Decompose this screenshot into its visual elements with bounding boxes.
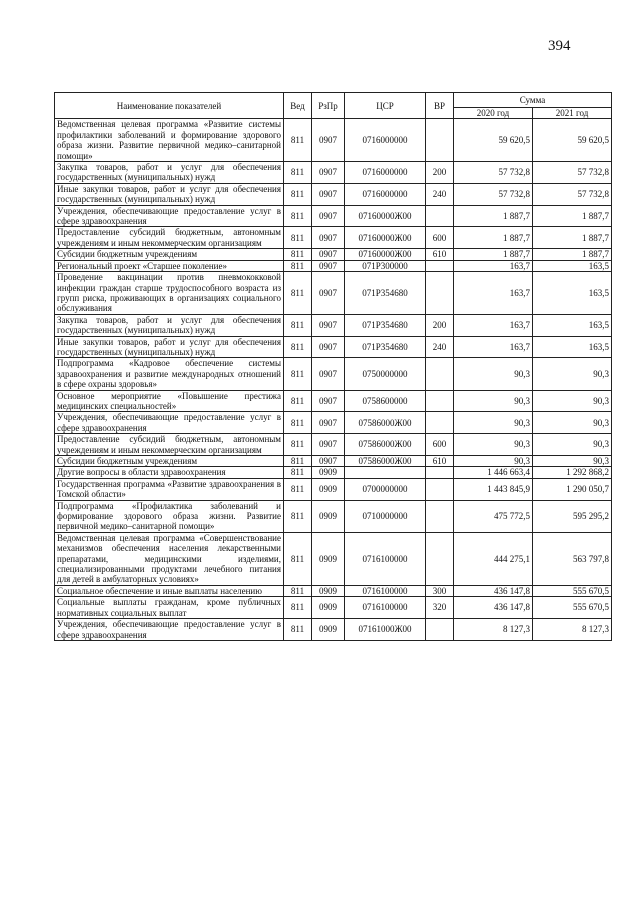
cell-csr: 0710000000 bbox=[345, 500, 426, 532]
cell-csr: 0716000000 bbox=[345, 119, 426, 162]
table-row bbox=[55, 205, 612, 227]
cell-vr bbox=[426, 412, 454, 434]
cell-name: Закупка товаров, работ и услуг для обеспечения государственных (муниципальных) нужд bbox=[55, 314, 284, 336]
cell-vr bbox=[426, 119, 454, 162]
cell-csr: 0716000000 bbox=[345, 183, 426, 205]
cell-sum-2020: 57 732,8 bbox=[454, 162, 533, 184]
cell-name: Закупка товаров, работ и услуг для обеспечения государственных (муниципальных) нужд bbox=[55, 162, 284, 184]
cell-csr: 07160000Ж00 bbox=[345, 205, 426, 227]
header-name: Наименование показателей bbox=[55, 93, 284, 119]
table-row bbox=[55, 119, 612, 162]
cell-vr: 200 bbox=[426, 314, 454, 336]
cell-rzpr: 0907 bbox=[312, 336, 345, 358]
cell-name: Подпрограмма «Кадровое обеспечение системы здравоохранения и развитие международных отношений в сфере охраны здоровья» bbox=[55, 358, 284, 390]
cell-ved: 811 bbox=[284, 272, 312, 315]
cell-vr bbox=[426, 500, 454, 532]
table-row bbox=[55, 597, 612, 619]
cell-csr: 07160000Ж00 bbox=[345, 227, 426, 249]
table-row bbox=[55, 260, 612, 271]
cell-rzpr: 0907 bbox=[312, 314, 345, 336]
cell-vr bbox=[426, 260, 454, 271]
table-row bbox=[55, 314, 612, 336]
table-row bbox=[55, 358, 612, 390]
cell-sum-2021: 8 127,3 bbox=[533, 619, 612, 641]
cell-vr bbox=[426, 619, 454, 641]
cell-rzpr: 0909 bbox=[312, 619, 345, 641]
cell-ved: 811 bbox=[284, 314, 312, 336]
cell-name: Основное мероприятие «Повышение престижа медицинских специальностей» bbox=[55, 390, 284, 412]
budget-table bbox=[54, 92, 612, 641]
cell-name: Проведение вакцинации против пневмококковой инфекции граждан старше трудоспособного возраста из групп риска, проживающих в организациях социального обслуживания bbox=[55, 272, 284, 315]
table-row bbox=[55, 434, 612, 456]
cell-rzpr: 0909 bbox=[312, 532, 345, 585]
cell-ved: 811 bbox=[284, 500, 312, 532]
cell-ved: 811 bbox=[284, 434, 312, 456]
cell-rzpr: 0909 bbox=[312, 585, 345, 596]
cell-sum-2021: 163,5 bbox=[533, 260, 612, 271]
cell-vr bbox=[426, 532, 454, 585]
cell-csr: 0716100000 bbox=[345, 532, 426, 585]
cell-name: Субсидии бюджетным учреждениям bbox=[55, 249, 284, 260]
cell-vr: 600 bbox=[426, 434, 454, 456]
cell-sum-2020: 163,7 bbox=[454, 260, 533, 271]
table-row bbox=[55, 162, 612, 184]
header-year-2021: 2021 год bbox=[533, 108, 612, 119]
cell-ved: 811 bbox=[284, 456, 312, 467]
cell-name: Региональный проект «Старшее поколение» bbox=[55, 260, 284, 271]
cell-csr: 071P354680 bbox=[345, 272, 426, 315]
cell-vr: 610 bbox=[426, 249, 454, 260]
cell-sum-2020: 90,3 bbox=[454, 434, 533, 456]
cell-sum-2021: 90,3 bbox=[533, 358, 612, 390]
cell-sum-2021: 163,5 bbox=[533, 272, 612, 315]
cell-sum-2021: 1 292 868,2 bbox=[533, 467, 612, 478]
cell-csr: 0716100000 bbox=[345, 585, 426, 596]
cell-ved: 811 bbox=[284, 249, 312, 260]
cell-csr: 07586000Ж00 bbox=[345, 456, 426, 467]
table-row bbox=[55, 500, 612, 532]
cell-ved: 811 bbox=[284, 260, 312, 271]
cell-csr: 071P354680 bbox=[345, 336, 426, 358]
cell-csr: 0750000000 bbox=[345, 358, 426, 390]
table-row bbox=[55, 478, 612, 500]
cell-name: Иные закупки товаров, работ и услуг для обеспечения государственных (муниципальных) нужд bbox=[55, 183, 284, 205]
cell-vr bbox=[426, 272, 454, 315]
cell-rzpr: 0907 bbox=[312, 434, 345, 456]
cell-sum-2021: 90,3 bbox=[533, 434, 612, 456]
header-sum: Сумма bbox=[454, 93, 612, 108]
cell-sum-2021: 163,5 bbox=[533, 336, 612, 358]
cell-sum-2020: 90,3 bbox=[454, 412, 533, 434]
table-row bbox=[55, 183, 612, 205]
cell-csr: 07160000Ж00 bbox=[345, 249, 426, 260]
cell-rzpr: 0907 bbox=[312, 272, 345, 315]
cell-sum-2020: 1 887,7 bbox=[454, 227, 533, 249]
header-ved: Вед bbox=[284, 93, 312, 119]
table-row bbox=[55, 532, 612, 585]
cell-sum-2020: 90,3 bbox=[454, 358, 533, 390]
cell-vr bbox=[426, 478, 454, 500]
cell-sum-2020: 436 147,8 bbox=[454, 597, 533, 619]
cell-vr bbox=[426, 205, 454, 227]
cell-csr: 0758600000 bbox=[345, 390, 426, 412]
cell-csr: 07161000Ж00 bbox=[345, 619, 426, 641]
cell-name: Социальные выплаты гражданам, кроме публичных нормативных социальных выплат bbox=[55, 597, 284, 619]
cell-sum-2020: 444 275,1 bbox=[454, 532, 533, 585]
cell-sum-2020: 1 443 845,9 bbox=[454, 478, 533, 500]
cell-sum-2020: 8 127,3 bbox=[454, 619, 533, 641]
cell-name: Учреждения, обеспечивающие предоставление услуг в сфере здравоохранения bbox=[55, 619, 284, 641]
cell-name: Государственная программа «Развитие здравоохранения в Томской области» bbox=[55, 478, 284, 500]
cell-rzpr: 0909 bbox=[312, 500, 345, 532]
cell-sum-2021: 555 670,5 bbox=[533, 597, 612, 619]
table-row bbox=[55, 272, 612, 315]
cell-vr: 320 bbox=[426, 597, 454, 619]
header-vr: ВР bbox=[426, 93, 454, 119]
cell-csr: 0716100000 bbox=[345, 597, 426, 619]
cell-ved: 811 bbox=[284, 585, 312, 596]
cell-ved: 811 bbox=[284, 162, 312, 184]
table-row bbox=[55, 390, 612, 412]
table-row bbox=[55, 467, 612, 478]
cell-name: Учреждения, обеспечивающие предоставление услуг в сфере здравоохранения bbox=[55, 205, 284, 227]
table-row bbox=[55, 456, 612, 467]
cell-sum-2021: 555 670,5 bbox=[533, 585, 612, 596]
cell-name: Субсидии бюджетным учреждениям bbox=[55, 456, 284, 467]
cell-ved: 811 bbox=[284, 619, 312, 641]
table-row bbox=[55, 619, 612, 641]
cell-csr: 071P354680 bbox=[345, 314, 426, 336]
cell-sum-2021: 90,3 bbox=[533, 412, 612, 434]
cell-rzpr: 0907 bbox=[312, 119, 345, 162]
cell-name: Ведомственная целевая программа «Развитие системы профилактики заболеваний и формирование здорового образа жизни. Развитие первичной медико–санитарной помощи» bbox=[55, 119, 284, 162]
cell-rzpr: 0907 bbox=[312, 358, 345, 390]
cell-rzpr: 0907 bbox=[312, 412, 345, 434]
cell-rzpr: 0907 bbox=[312, 249, 345, 260]
cell-ved: 811 bbox=[284, 390, 312, 412]
cell-name: Иные закупки товаров, работ и услуг для обеспечения государственных (муниципальных) нужд bbox=[55, 336, 284, 358]
page-number: 394 bbox=[548, 38, 571, 54]
cell-rzpr: 0907 bbox=[312, 205, 345, 227]
cell-sum-2020: 475 772,5 bbox=[454, 500, 533, 532]
cell-ved: 811 bbox=[284, 412, 312, 434]
cell-ved: 811 bbox=[284, 227, 312, 249]
cell-sum-2020: 59 620,5 bbox=[454, 119, 533, 162]
cell-csr: 07586000Ж00 bbox=[345, 434, 426, 456]
cell-csr bbox=[345, 467, 426, 478]
cell-csr: 0700000000 bbox=[345, 478, 426, 500]
cell-sum-2021: 1 887,7 bbox=[533, 249, 612, 260]
cell-ved: 811 bbox=[284, 597, 312, 619]
cell-sum-2020: 436 147,8 bbox=[454, 585, 533, 596]
cell-ved: 811 bbox=[284, 358, 312, 390]
cell-sum-2020: 1 887,7 bbox=[454, 205, 533, 227]
cell-vr: 240 bbox=[426, 336, 454, 358]
cell-vr: 240 bbox=[426, 183, 454, 205]
table-row bbox=[55, 227, 612, 249]
cell-rzpr: 0907 bbox=[312, 227, 345, 249]
cell-ved: 811 bbox=[284, 119, 312, 162]
cell-sum-2020: 90,3 bbox=[454, 390, 533, 412]
cell-name: Предоставление субсидий бюджетным, автономным учреждениям и иным некоммерческим организациям bbox=[55, 434, 284, 456]
cell-rzpr: 0907 bbox=[312, 456, 345, 467]
cell-rzpr: 0909 bbox=[312, 597, 345, 619]
cell-rzpr: 0907 bbox=[312, 390, 345, 412]
cell-sum-2020: 1 887,7 bbox=[454, 249, 533, 260]
cell-ved: 811 bbox=[284, 336, 312, 358]
table-row bbox=[55, 249, 612, 260]
cell-csr: 07586000Ж00 bbox=[345, 412, 426, 434]
cell-sum-2021: 57 732,8 bbox=[533, 162, 612, 184]
cell-name: Ведомственная целевая программа «Совершенствование механизмов обеспечения населения лекарственными препаратами, медицинскими изделиями, специализированными продуктами лечебного питания для детей в амбулаторных условиях» bbox=[55, 532, 284, 585]
cell-sum-2021: 563 797,8 bbox=[533, 532, 612, 585]
cell-sum-2021: 1 887,7 bbox=[533, 227, 612, 249]
cell-sum-2020: 163,7 bbox=[454, 336, 533, 358]
cell-vr bbox=[426, 358, 454, 390]
table-row bbox=[55, 412, 612, 434]
cell-ved: 811 bbox=[284, 183, 312, 205]
cell-name: Другие вопросы в области здравоохранения bbox=[55, 467, 284, 478]
cell-name: Учреждения, обеспечивающие предоставление услуг в сфере здравоохранения bbox=[55, 412, 284, 434]
table-body bbox=[55, 119, 612, 641]
cell-sum-2020: 57 732,8 bbox=[454, 183, 533, 205]
cell-vr: 300 bbox=[426, 585, 454, 596]
table-header-row bbox=[55, 93, 612, 108]
cell-ved: 811 bbox=[284, 532, 312, 585]
header-year-2020: 2020 год bbox=[454, 108, 533, 119]
cell-sum-2021: 59 620,5 bbox=[533, 119, 612, 162]
cell-rzpr: 0909 bbox=[312, 467, 345, 478]
cell-ved: 811 bbox=[284, 478, 312, 500]
cell-sum-2020: 163,7 bbox=[454, 272, 533, 315]
cell-vr: 610 bbox=[426, 456, 454, 467]
cell-sum-2020: 163,7 bbox=[454, 314, 533, 336]
cell-name: Предоставление субсидий бюджетным, автономным учреждениям и иным некоммерческим организациям bbox=[55, 227, 284, 249]
cell-sum-2021: 163,5 bbox=[533, 314, 612, 336]
cell-ved: 811 bbox=[284, 467, 312, 478]
table-row bbox=[55, 336, 612, 358]
cell-sum-2021: 90,3 bbox=[533, 390, 612, 412]
cell-csr: 0716000000 bbox=[345, 162, 426, 184]
cell-name: Подпрограмма «Профилактика заболеваний и формирование здорового образа жизни. Развитие первичной медико–санитарной помощи» bbox=[55, 500, 284, 532]
cell-name: Социальное обеспечение и иные выплаты населению bbox=[55, 585, 284, 596]
cell-ved: 811 bbox=[284, 205, 312, 227]
cell-rzpr: 0907 bbox=[312, 260, 345, 271]
cell-rzpr: 0907 bbox=[312, 183, 345, 205]
cell-sum-2020: 90,3 bbox=[454, 456, 533, 467]
cell-sum-2021: 57 732,8 bbox=[533, 183, 612, 205]
cell-rzpr: 0909 bbox=[312, 478, 345, 500]
cell-vr: 600 bbox=[426, 227, 454, 249]
cell-sum-2021: 595 295,2 bbox=[533, 500, 612, 532]
cell-csr: 071P300000 bbox=[345, 260, 426, 271]
header-csr: ЦСР bbox=[345, 93, 426, 119]
cell-sum-2021: 1 887,7 bbox=[533, 205, 612, 227]
cell-rzpr: 0907 bbox=[312, 162, 345, 184]
cell-vr bbox=[426, 467, 454, 478]
cell-sum-2021: 1 290 050,7 bbox=[533, 478, 612, 500]
cell-vr bbox=[426, 390, 454, 412]
header-rzpr: РзПр bbox=[312, 93, 345, 119]
table-row bbox=[55, 585, 612, 596]
cell-vr: 200 bbox=[426, 162, 454, 184]
cell-sum-2020: 1 446 663,4 bbox=[454, 467, 533, 478]
cell-sum-2021: 90,3 bbox=[533, 456, 612, 467]
